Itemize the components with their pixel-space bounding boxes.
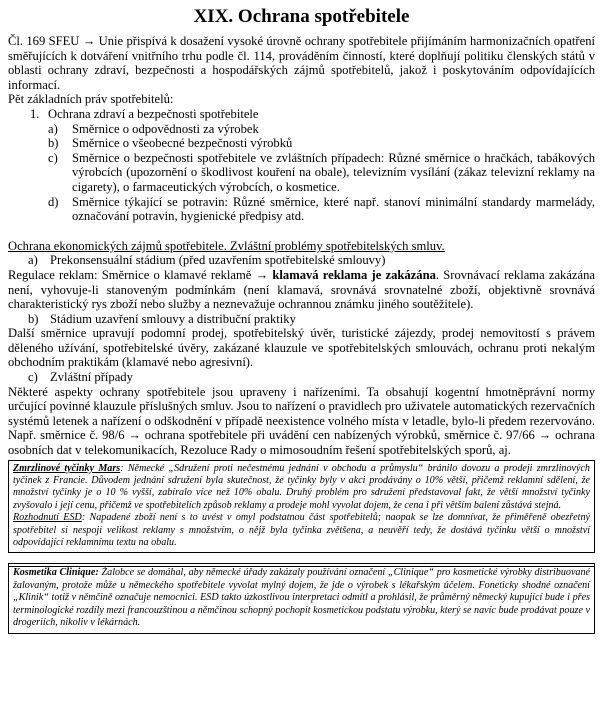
rights-item-label: Ochrana zdraví a bezpečnosti spotřebitele — [48, 106, 259, 121]
case-text: Žalobce se domáhal, aby německé úřady zakázaly používání označení „Clinique“ pro kosmetické výrobky distribuované žalovaným, protože může u německého spotřebitele vyvolat mylný dojem, že jde o výrobek s lékařským účelem. Foneticky shodné označení „Klinik“ totiž v němčině označuje nemocnici. ESD takto úzkostlivou interpretaci odmítl a prohlásil, že průměrný německý kupující bude i přes terminologické rozdíly mezi francouzštinou a němčinou schopný pochopit kosmetickou podstatu výrobku, který se navíc bude prodávat pouze v drogeriích, nikoliv v lékárnách. — [13, 567, 591, 629]
rights-sublist — [8, 122, 595, 224]
ruling-text: : Napadené zboží není s to uvést v omyl podstatnou část spotřebitelů; naopak se lze domnívat, že přiměřeně obezřetný spotřebitel si nespojí velikost reklamy s množstvím, o nějž byla tyčinka zvětšena, a neuvěří tedy, že dostává tyčinku větší o množství odpovídající reklamnímu textu na obalu. — [13, 512, 590, 549]
list-item — [8, 136, 595, 151]
list-item-text: Směrnice týkající se potravin: Různé směrnice, které např. stanoví minimální standardy marmelády, označování potravin, hygienické předpisy atd. — [72, 194, 595, 224]
list-marker: a) — [28, 253, 38, 268]
emphasis-text: klamavá reklama je zakázána — [272, 267, 436, 282]
list-item — [8, 151, 595, 195]
list-marker: d) — [48, 194, 59, 209]
case-box-clinique — [8, 563, 595, 633]
subsection-label: Stádium uzavření smlouvy a distribuční praktiky — [50, 311, 296, 326]
case-title: Kosmetika Clinique: — [13, 567, 99, 579]
case-paragraph — [13, 567, 590, 629]
list-marker: b) — [28, 311, 39, 326]
subsection-c-heading — [8, 370, 595, 385]
case-box-mars — [8, 460, 595, 554]
list-item — [8, 195, 595, 224]
case-title: Zmrzlinové tyčinky Mars — [13, 462, 121, 474]
text-run: Regulace reklam: Směrnice o klamavé reklamě → — [8, 267, 273, 282]
subsection-a-heading — [8, 253, 595, 268]
list-marker: a) — [48, 121, 58, 136]
subsection-a-text — [8, 268, 595, 312]
list-item-text: Směrnice o odpovědnosti za výrobek — [72, 121, 259, 136]
list-marker: c) — [48, 150, 58, 165]
ruling-paragraph — [13, 512, 590, 549]
page-title: XIX. Ochrana spotřebitele — [193, 6, 410, 27]
rights-item-1 — [8, 107, 595, 122]
subsection-b-heading — [8, 312, 595, 327]
ruling-title: Rozhodnutí ESD — [13, 512, 82, 524]
list-marker: c) — [28, 370, 38, 385]
text-run: . Srovnávací reklama zakázána není, vyhovuje-li stanoveným podmínkám (není klamavá, srovnává srovnatelné zboží, objektivně srovnává charakteristický rys zboží nebo služby a neznevažuje ochrannou známku jiného soutěžitele). — [8, 267, 596, 312]
list-item-text: Směrnice o všeobecné bezpečnosti výrobků — [72, 136, 293, 151]
case-paragraph — [13, 463, 590, 513]
case-text: : Německé „Sdružení proti nečestnému jednání v obchodu a průmyslu“ bránilo dovozu a prodeji zmrzlinových tyčinek z Francie. Důvodem jednání sdružení byla skutečnost, že tyčinky byly v akci prodávány o 10% větší, přičemž reklamní sdělení, že množství tyčinky je o 10 % vyšší, zabíralo více než 10% obalu. Druhý problém pro sdružení představoval fakt, že větší množství tyčinky zvyšovalo i její cenu, přičemž ve spotřebitelích způsob reklamy a prodeje mohl vyvolat dojem, že cena i při větším balení zůstává stejná. — [13, 462, 590, 511]
subsection-c-text: Některé aspekty ochrany spotřebitele jsou upraveny i nařízeními. Ta obsahují kogentní hmotněprávní normy určující povinné klauzule příslušných smluv. Jsou to nařízení o pravidlech pro uživatele automatických rezervačních systémů letenek a nařízení o odškodnění v případě neexistence volného místa v letadle, bylo-li předem rezervováno. Např. směrnice č. 98/6 → ochrana spotřebitele při uvádění cen nabízených výrobků, směrnice č. 97/66 → ochrana osobních dat v telekomunikacích, Rezoluce Rady o mimosoudním řešení spotřebitelských sporů, aj. — [8, 384, 595, 458]
subsection-label: Zvláštní případy — [50, 370, 133, 385]
list-item-text: Směrnice o bezpečnosti spotřebitele ve zvláštních případech: Různé směrnice o hračkách, tabákových výrobcích (upozornění o škodlivost kouření na obale), televizním vysílání (zákaz televizní reklamy na cigarety), o farmaceutických výrobcích, o kosmetice. — [72, 150, 595, 194]
spacer — [8, 224, 595, 239]
section-heading: Ochrana ekonomických zájmů spotřebitele. Zvláštní problémy spotřebitelských smluv. — [8, 238, 445, 253]
document-body — [8, 34, 595, 458]
list-item — [8, 122, 595, 137]
subsection-label: Prekonsensuální stádium (před uzavřením spotřebitelské smlouvy) — [50, 253, 386, 268]
list-marker: b) — [48, 136, 59, 151]
intro-paragraph: Čl. 169 SFEU → Unie přispívá k dosažení vysoké úrovně ochrany spotřebitele přijímáním harmonizačních opatření směřujících k dotváření vnitřního trhu podle čl. 114, prováděním činností, které doplňují politiku členských států v oblasti ochrany zdraví, bezpečnosti a hospodářských zájmů spotřebitelů, jakož i poskytováním odpovídajících informací. — [8, 34, 595, 92]
rights-heading: Pět základních práv spotřebitelů: — [8, 92, 174, 107]
subsection-b-text: Další směrnice upravují podomní prodej, spotřebitelský úvěr, turistické zájezdy, prodej nemovitostí s právem děleného užívání, spotřebitelské úvěry, zakázané klauzule ve spotřebitelských smlouvách, ochranu proti nekalým obchodním praktikám (klamavé nebo agresivní). — [8, 326, 595, 370]
list-marker: 1. — [30, 106, 40, 121]
